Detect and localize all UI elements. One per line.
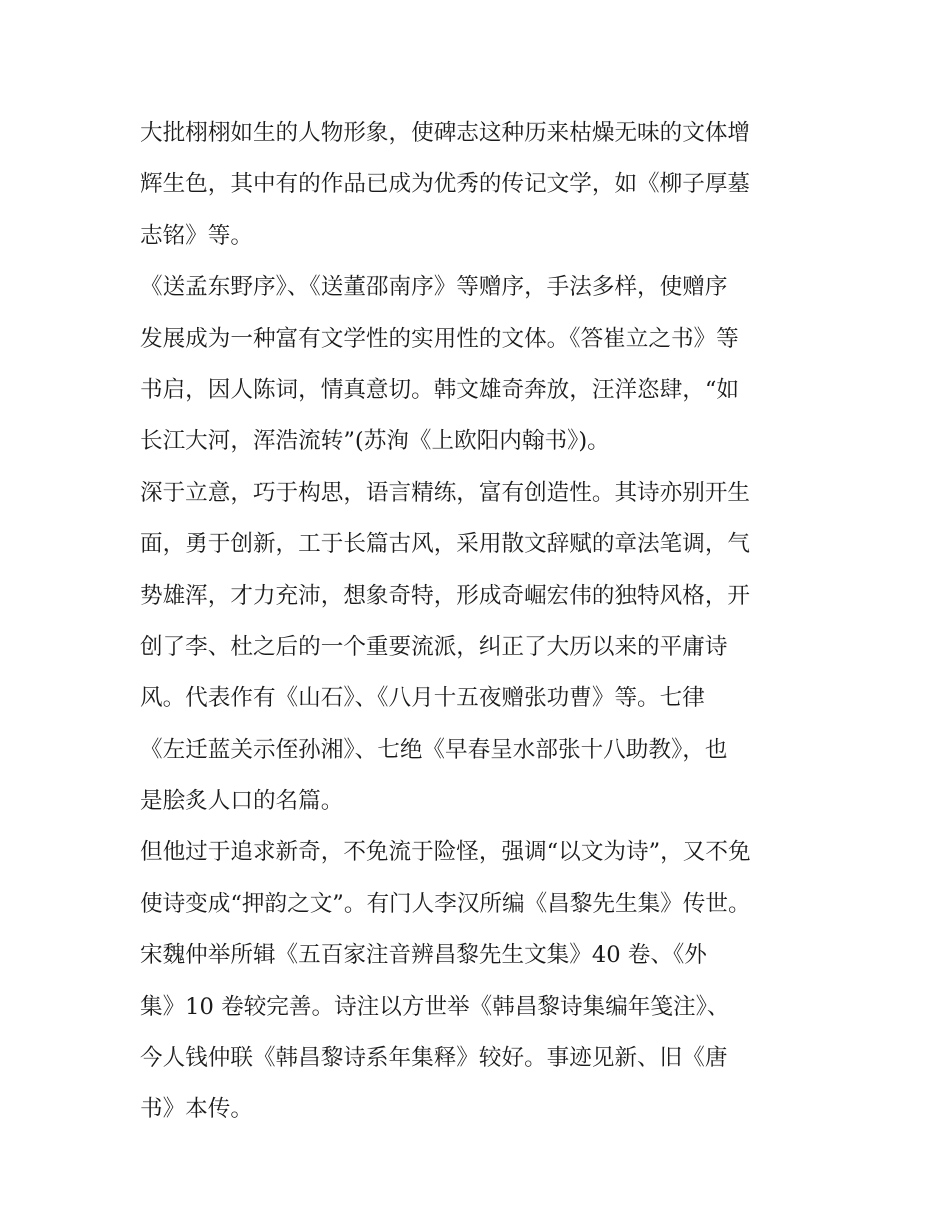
- text-line: 风。代表作有《山石》、《八月十五夜赠张功曹》等。七律: [140, 685, 705, 712]
- text-line: 势雄浑，才力充沛，想象奇特，形成奇崛宏伟的独特风格，开: [140, 582, 751, 609]
- text-line: 辉生色，其中有的作品已成为优秀的传记文学，如《柳子厚墓: [140, 171, 751, 198]
- text-line: 使诗变成“押韵之文”。有门人李汉所编《昌黎先生集》传世。: [140, 890, 751, 917]
- text-line: 深于立意，巧于构思，语言精练，富有创造性。其诗亦别开生: [140, 479, 751, 506]
- text-line: 是脍炙人口的名篇。: [140, 788, 344, 815]
- text-line: 大批栩栩如生的人物形象，使碑志这种历来枯燥无味的文体增: [140, 120, 751, 146]
- text-line: 志铭》等。: [140, 222, 253, 249]
- text-line: 长江大河，浑浩流转”(苏洵《上欧阳内翰书》)。: [140, 428, 610, 455]
- text-line: 书》本传。: [140, 1096, 253, 1123]
- text-line: 《送孟东野序》、《送董邵南序》等赠序，手法多样，使赠序: [140, 274, 728, 301]
- text-line: 书启，因人陈词，情真意切。韩文雄奇奔放，汪洋恣肆，“如: [140, 376, 739, 403]
- text-line: 《左迁蓝关示侄孙湘》、七绝《早春呈水部张十八助教》，也: [140, 736, 728, 763]
- text-line: 宋魏仲举所辑《五百家注音辨昌黎先生文集》40 卷、《外: [140, 942, 707, 969]
- text-line: 集》10 卷较完善。诗注以方世举《韩昌黎诗集编年笺注》、: [140, 993, 730, 1020]
- text-line: 发展成为一种富有文学性的实用性的文体。《答崔立之书》等: [140, 325, 739, 352]
- text-line: 今人钱仲联《韩昌黎诗系年集释》较好。事迹见新、旧《唐: [140, 1045, 728, 1072]
- text-line: 但他过于追求新奇，不免流于险怪，强调“以文为诗”，又不免: [140, 839, 751, 866]
- text-line: 面，勇于创新，工于长篇古风，采用散文辞赋的章法笔调，气: [140, 531, 751, 558]
- body-text: [140, 108, 820, 1136]
- text-line: 创了李、杜之后的一个重要流派，纠正了大历以来的平庸诗: [140, 633, 728, 660]
